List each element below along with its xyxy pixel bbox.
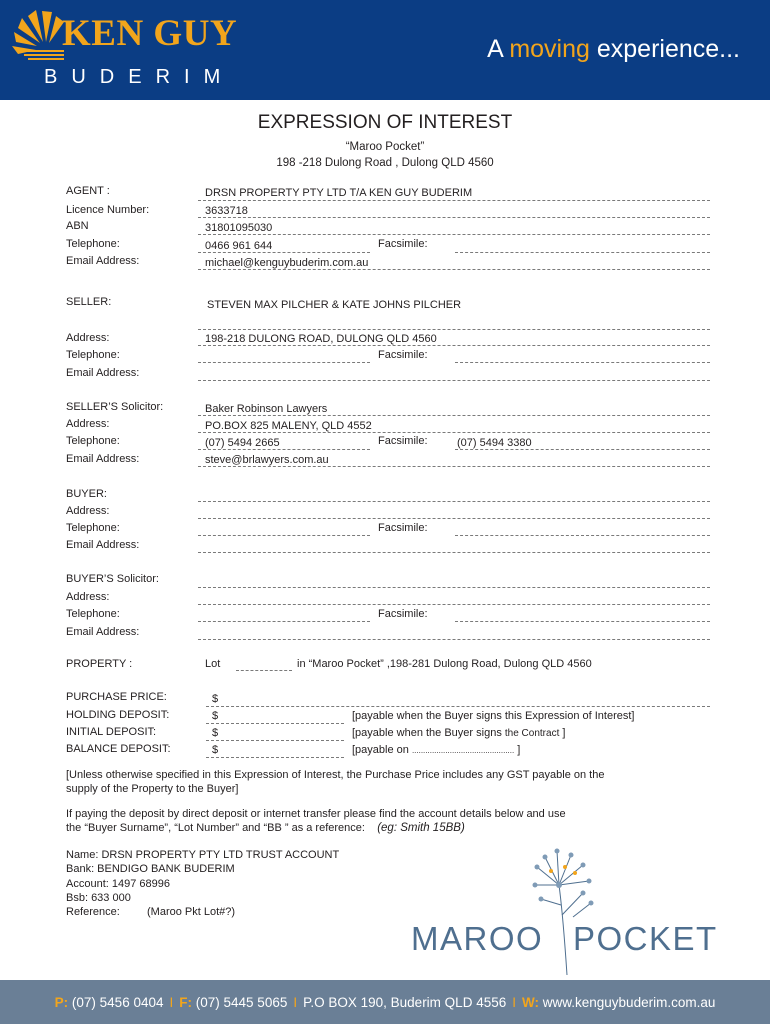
holding-deposit-label: HOLDING DEPOSIT: xyxy=(66,709,170,721)
gst-note: [Unless otherwise specified in this Expression of Interest, the Purchase Price includes any GST payable on the supply of the Property to the Buyer] xyxy=(66,769,605,795)
seller-label: SELLER: xyxy=(66,296,112,308)
seller-solicitor-email-line[interactable] xyxy=(198,466,710,467)
buyer-email-label: Email Address: xyxy=(66,539,140,551)
footer-phone[interactable]: (07) 5456 0404 xyxy=(71,994,164,1010)
buyer-label: BUYER: xyxy=(66,488,107,500)
seller-telephone-label: Telephone: xyxy=(66,349,120,361)
seller-name-line[interactable] xyxy=(198,329,710,330)
abn-label: ABN xyxy=(66,220,89,232)
licence-value: 3633718 xyxy=(205,205,248,217)
balance-deposit-note: [payable on .............................................. ] xyxy=(352,744,521,756)
buyer-solicitor-address-line[interactable] xyxy=(198,604,710,605)
lot-label: Lot xyxy=(205,658,221,670)
bank-name: Bank: BENDIGO BANK BUDERIM xyxy=(66,863,235,875)
buyer-email-line[interactable] xyxy=(198,552,710,553)
account-number: Account: 1497 68996 xyxy=(66,878,170,890)
buyer-solicitor-email-line[interactable] xyxy=(198,639,710,640)
seller-address-label: Address: xyxy=(66,332,110,344)
buyer-telephone-label: Telephone: xyxy=(66,522,120,534)
footer-separator: I xyxy=(512,994,516,1010)
buyer-solicitor-address-label: Address: xyxy=(66,591,110,603)
seller-solicitor-label: SELLER’S Solicitor: xyxy=(66,401,164,413)
agent-email-value: michael@kenguybuderim.com.au xyxy=(205,257,369,269)
agent-facsimile-line[interactable] xyxy=(455,252,710,253)
buyer-solicitor-facsimile-line[interactable] xyxy=(455,621,710,622)
seller-solicitor-telephone-value: (07) 5494 2665 xyxy=(205,437,280,449)
estate-name: “Maroo Pocket” xyxy=(345,141,425,153)
lot-number-line[interactable] xyxy=(236,670,292,671)
seller-name-value: STEVEN MAX PILCHER & KATE JOHNS PILCHER xyxy=(207,299,462,311)
balance-deposit-line[interactable] xyxy=(206,757,344,758)
seller-facsimile-line[interactable] xyxy=(455,362,710,363)
seller-solicitor-email-label: Email Address: xyxy=(66,453,140,465)
buyer-solicitor-name-line[interactable] xyxy=(198,587,710,588)
abn-line[interactable] xyxy=(198,234,710,235)
seller-email-line[interactable] xyxy=(198,380,710,381)
buyer-solicitor-telephone-line[interactable] xyxy=(198,621,370,622)
initial-deposit-label: INITIAL DEPOSIT: xyxy=(66,726,157,738)
buyer-address-line[interactable] xyxy=(198,518,710,519)
balance-deposit-label: BALANCE DEPOSIT: xyxy=(66,743,171,755)
initial-deposit-note: [payable when the Buyer signs the Contract ] xyxy=(352,727,566,739)
seller-solicitor-email-value: steve@brlawyers.com.au xyxy=(205,454,329,466)
holding-deposit-line[interactable] xyxy=(206,723,344,724)
account-name: Name: DRSN PROPERTY PTY LTD TRUST ACCOUNT xyxy=(66,849,340,861)
dandelion-seeds xyxy=(533,849,594,906)
seller-solicitor-facsimile-value: (07) 5494 3380 xyxy=(457,437,532,449)
footer-contact xyxy=(0,980,770,1024)
purchase-price-label: PURCHASE PRICE: xyxy=(66,691,167,703)
buyer-solicitor-facsimile-label: Facsimile: xyxy=(378,608,428,620)
initial-deposit-currency: $ xyxy=(212,727,219,739)
purchase-price-currency: $ xyxy=(212,693,219,705)
seller-facsimile-label: Facsimile: xyxy=(378,349,428,361)
seller-email-label: Email Address: xyxy=(66,367,140,379)
maroo-pocket-logo xyxy=(405,845,735,980)
agent-label: AGENT : xyxy=(66,185,110,197)
holding-deposit-currency: $ xyxy=(212,710,219,722)
phone-key: P: xyxy=(54,994,69,1010)
seller-solicitor-name-line[interactable] xyxy=(198,415,710,416)
reference-value: (Maroo Pkt Lot#?) xyxy=(147,906,236,918)
licence-label: Licence Number: xyxy=(66,204,150,216)
footer-address: P.O BOX 190, Buderim QLD 4556 xyxy=(303,994,507,1010)
header-banner xyxy=(0,0,770,100)
maroo-word: MAROO xyxy=(411,920,544,957)
seller-solicitor-address-value: PO.BOX 825 MALENY, QLD 4552 xyxy=(205,420,372,432)
agent-email-label: Email Address: xyxy=(66,255,140,267)
seller-solicitor-address-label: Address: xyxy=(66,418,110,430)
seller-address-value: 198-218 DULONG ROAD, DULONG QLD 4560 xyxy=(205,333,437,345)
tagline: A moving experience... xyxy=(487,35,740,63)
footer-bar xyxy=(0,980,770,1024)
agent-name-value: DRSN PROPERTY PTY LTD T/A KEN GUY BUDERIM xyxy=(205,187,473,199)
brand-location: BUDERIM xyxy=(44,66,235,88)
seller-address-line[interactable] xyxy=(198,345,710,346)
web-key: W: xyxy=(522,994,539,1010)
footer-website-link[interactable]: www.kenguybuderim.com.au xyxy=(542,994,716,1010)
seller-solicitor-telephone-label: Telephone: xyxy=(66,435,120,447)
licence-line[interactable] xyxy=(198,217,710,218)
initial-deposit-line[interactable] xyxy=(206,740,344,741)
seller-solicitor-telephone-line[interactable] xyxy=(198,449,370,450)
document-title: EXPRESSION OF INTEREST xyxy=(257,112,513,133)
footer-separator: I xyxy=(293,994,298,1010)
buyer-solicitor-telephone-label: Telephone: xyxy=(66,608,120,620)
footer-separator: I xyxy=(169,994,174,1010)
agent-telephone-value: 0466 961 644 xyxy=(205,240,273,252)
buyer-facsimile-line[interactable] xyxy=(455,535,710,536)
sun-logo-icon xyxy=(12,10,66,60)
property-description: in “Maroo Pocket” ,198-281 Dulong Road, Dulong QLD 4560 xyxy=(297,658,592,670)
deposit-instructions: If paying the deposit by direct deposit or internet transfer please find the account details below and use the “Buyer Surname”, “Lot Number” and “BB ” as a reference: (eg: Smith 15BB) xyxy=(66,808,566,834)
fax-key: F: xyxy=(179,994,192,1010)
reference-label: Reference: xyxy=(66,906,120,918)
buyer-solicitor-label: BUYER’S Solicitor: xyxy=(66,573,159,585)
buyer-address-label: Address: xyxy=(66,505,110,517)
holding-deposit-note: [payable when the Buyer signs this Expression of Interest] xyxy=(352,710,635,722)
abn-value: 31801095030 xyxy=(205,222,273,234)
agent-telephone-label: Telephone: xyxy=(66,238,120,250)
seller-solicitor-address-line[interactable] xyxy=(198,432,710,433)
estate-address: 198 -218 Dulong Road , Dulong QLD 4560 xyxy=(276,157,494,169)
agent-name-line[interactable] xyxy=(198,200,710,201)
purchase-price-line[interactable] xyxy=(206,706,710,707)
seller-solicitor-facsimile-label: Facsimile: xyxy=(378,435,428,447)
footer-fax: (07) 5445 5065 xyxy=(195,994,288,1010)
property-label: PROPERTY : xyxy=(66,658,133,670)
buyer-name-line[interactable] xyxy=(198,501,710,502)
buyer-solicitor-email-label: Email Address: xyxy=(66,626,140,638)
buyer-telephone-line[interactable] xyxy=(198,535,370,536)
agent-facsimile-label: Facsimile: xyxy=(378,238,428,250)
agent-email-line[interactable] xyxy=(198,269,710,270)
brand-name: KEN GUY xyxy=(62,13,238,54)
seller-solicitor-facsimile-line[interactable] xyxy=(455,449,710,450)
seller-solicitor-name-value: Baker Robinson Lawyers xyxy=(205,403,328,415)
pocket-word: POCKET xyxy=(573,920,718,957)
buyer-facsimile-label: Facsimile: xyxy=(378,522,428,534)
agent-telephone-line[interactable] xyxy=(198,252,370,253)
seller-telephone-line[interactable] xyxy=(198,362,370,363)
balance-deposit-currency: $ xyxy=(212,744,219,756)
bsb-number: Bsb: 633 000 xyxy=(66,892,131,904)
